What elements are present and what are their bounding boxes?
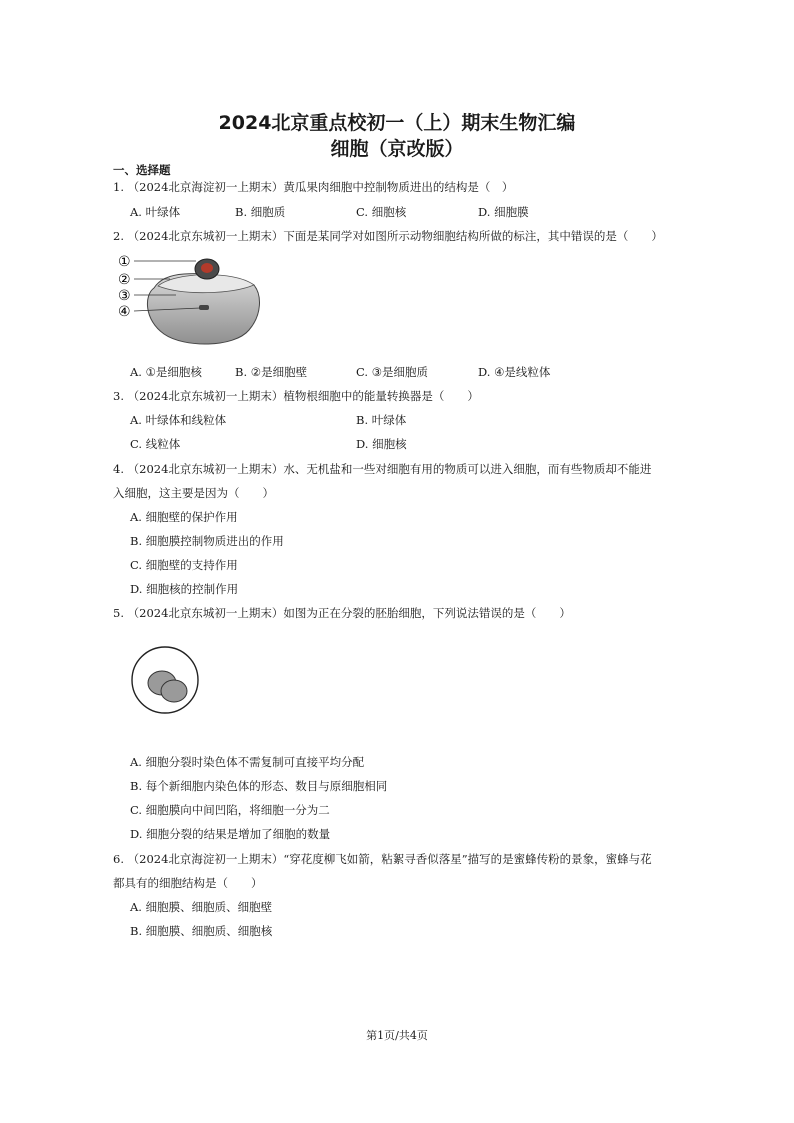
question-3-stem: 3. （2024北京东城初一上期末）植物根细胞中的能量转换器是（ ） (113, 389, 479, 403)
question-2-option-b: B. ②是细胞壁 (235, 365, 308, 379)
question-5-option-c: C. 细胞膜向中间凹陷，将细胞一分为二 (130, 803, 330, 817)
question-4-option-a: A. 细胞壁的保护作用 (130, 510, 238, 524)
question-4-option-c: C. 细胞壁的支持作用 (130, 558, 238, 572)
question-4-stem-line1: 4. （2024北京东城初一上期末）水、无机盐和一些对细胞有用的物质可以进入细胞，而有些物质却不能进 (113, 462, 652, 476)
question-6-option-a: A. 细胞膜、细胞质、细胞壁 (130, 900, 273, 914)
page-subtitle: 细胞（京改版） (330, 138, 464, 160)
question-4-stem-line2: 入细胞，这主要是因为（ ） (113, 486, 274, 500)
question-2-option-d: D. ④是线粒体 (478, 365, 551, 379)
question-1-option-d: D. 细胞膜 (478, 205, 529, 219)
question-3-option-c: C. 线粒体 (130, 437, 181, 451)
question-5-stem: 5. （2024北京东城初一上期末）如图为正在分裂的胚胎细胞，下列说法错误的是（ ） (113, 606, 571, 620)
figure-label-3: ③ (118, 288, 131, 304)
figure-label-4: ④ (118, 304, 131, 320)
section-heading: 一、选择题 (113, 163, 171, 177)
page-title: 2024北京重点校初一（上）期末生物汇编 (218, 112, 576, 134)
question-6-stem-line2: 都具有的细胞结构是（ ） (113, 876, 263, 890)
figure-label-1: ① (118, 254, 131, 270)
question-4-option-d: D. 细胞核的控制作用 (130, 582, 239, 596)
page-footer: 第1页/共4页 (366, 1029, 428, 1042)
question-2-option-a: A. ①是细胞核 (130, 365, 202, 379)
question-1-option-c: C. 细胞核 (356, 205, 407, 219)
question-6-option-b: B. 细胞膜、细胞质、细胞核 (130, 924, 273, 938)
question-6-stem-line1: 6. （2024北京海淀初一上期末）“穿花度柳飞如箭，粘絮寻香似落星”描写的是蜜蜂传粉的景象，蜜蜂与花 (113, 852, 652, 866)
question-5-option-d: D. 细胞分裂的结果是增加了细胞的数量 (130, 827, 331, 841)
question-5-option-a: A. 细胞分裂时染色体不需复制可直接平均分配 (130, 755, 365, 769)
question-5-option-b: B. 每个新细胞内染色体的形态、数目与原细胞相同 (130, 779, 388, 793)
question-3-option-b: B. 叶绿体 (356, 413, 407, 427)
dividing-cell-figure (130, 645, 200, 715)
question-3-option-d: D. 细胞核 (356, 437, 407, 451)
question-2-option-c: C. ③是细胞质 (356, 365, 429, 379)
question-1-option-b: B. 细胞质 (235, 205, 286, 219)
question-1-stem: 1. （2024北京海淀初一上期末）黄瓜果肉细胞中控制物质进出的结构是（ ） (113, 180, 514, 194)
question-3-option-a: A. 叶绿体和线粒体 (130, 413, 227, 427)
question-4-option-b: B. 细胞膜控制物质进出的作用 (130, 534, 284, 548)
animal-cell-figure (114, 250, 264, 350)
question-1-option-a: A. 叶绿体 (130, 205, 181, 219)
question-2-stem: 2. （2024北京东城初一上期末）下面是某同学对如图所示动物细胞结构所做的标注，其中错误的是（ ） (113, 229, 663, 243)
figure-label-2: ② (118, 272, 131, 288)
